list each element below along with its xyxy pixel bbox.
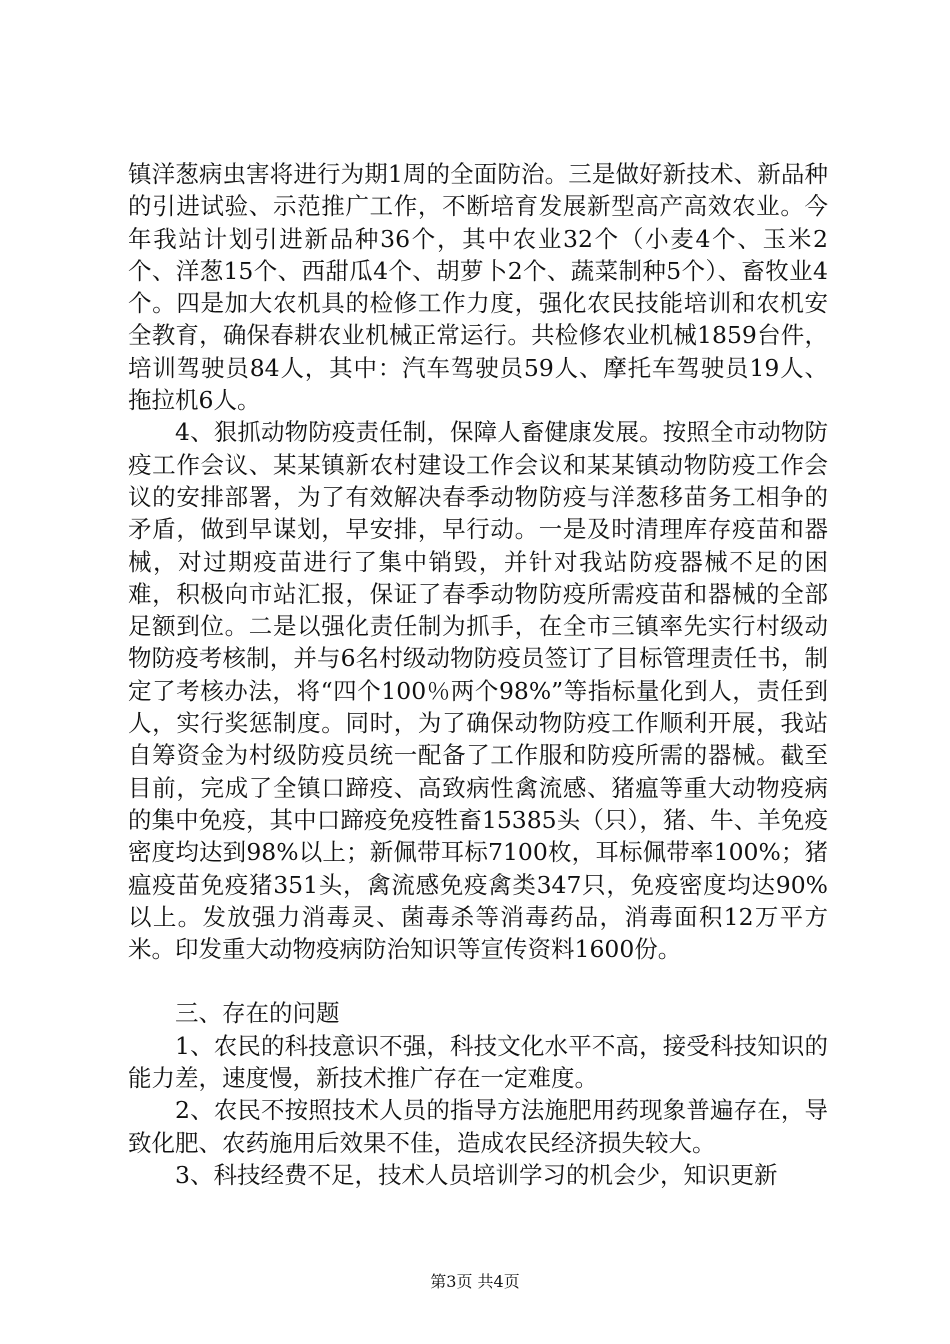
- page-number-footer: 第3页 共4页: [430, 1272, 520, 1291]
- paragraph-animal-epidemic: 4、狠抓动物防疫责任制，保障人畜健康发展。按照全市动物防疫工作会议、某某镇新农村建设工作会议和某某镇动物防疫工作会议的安排部署，为了有效解决春季动物防疫与洋葱移苗务工相争的矛盾，做到早谋划，早安排，早行动。一是及时清理库存疫苗和器械，对过期疫苗进行了集中销毁，并针对我站防疫器械不足的困难，积极向市站汇报，保证了春季动物防疫所需疫苗和器械的全部足额到位。二是以强化责任制为抓手，在全市三镇率先实行村级动物防疫考核制，并与6名村级动物防疫员签订了目标管理责任书，制定了考核办法，将“四个100％两个98%”等指标量化到人，责任到人，实行奖惩制度。同时，为了确保动物防疫工作顺利开展，我站自筹资金为村级防疫员统一配备了工作服和防疫所需的器械。截至目前，完成了全镇口蹄疫、高致病性禽流感、猪瘟等重大动物疫病的集中免疫，其中口蹄疫免疫牲畜15385头（只），猪、牛、羊免疫密度均达到98%以上；新佩带耳标7100枚，耳标佩带率100%；猪瘟疫苗免疫猪351头，禽流感免疫禽类347只，免疫密度均达90%以上。发放强力消毒灵、菌毒杀等消毒药品，消毒面积12万平方米。印发重大动物疫病防治知识等宣传资料1600份。: [128, 418, 828, 964]
- section-heading: 三、存在的问题: [175, 999, 340, 1028]
- document-body: [128, 158, 828, 1191]
- problem-item: 1、农民的科技意识不强，科技文化水平不高，接受科技知识的能力差，速度慢，新技术推广存在一定难度。: [128, 1031, 828, 1093]
- paragraph-spacer: [128, 965, 828, 997]
- problem-item: 2、农民不按照技术人员的指导方法施肥用药现象普遍存在，导致化肥、农药施用后效果不佳，造成农民经济损失较大。: [128, 1096, 828, 1157]
- problem-item: 3、科技经费不足，技术人员培训学习的机会少，知识更新: [175, 1160, 778, 1189]
- paragraph-continuation: 镇洋葱病虫害将进行为期1周的全面防治。三是做好新技术、新品种的引进试验、示范推广工作，不断培育发展新型高产高效农业。今年我站计划引进新品种36个，其中农业32个（小麦4个、玉米2个、洋葱15个、西甜瓜4个、胡萝卜2个、蔬菜制种5个）、畜牧业4个。四是加大农机具的检修工作力度，强化农民技能培训和农机安全教育，确保春耕农业机械正常运行。共检修农业机械1859台件，培训驾驶员84人，其中：汽车驾驶员59人、摩托车驾驶员19人、拖拉机6人。: [128, 160, 828, 415]
